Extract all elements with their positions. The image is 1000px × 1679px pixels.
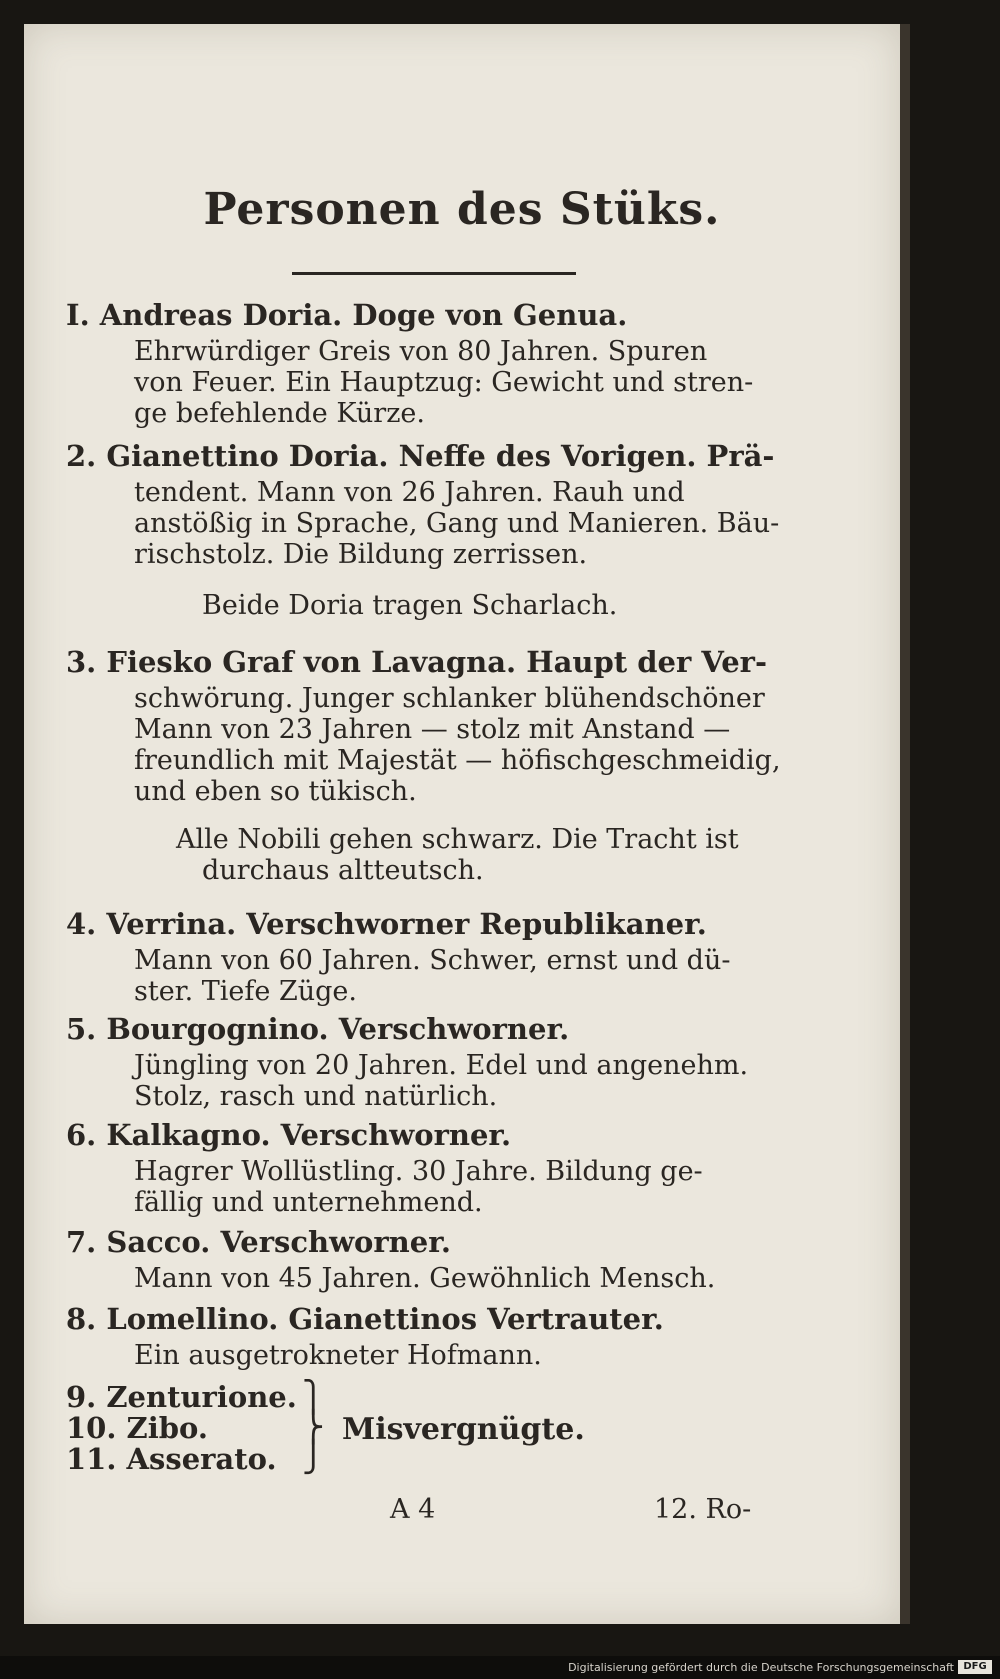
cast-entry-3-heading: 3. Fiesko Graf von Lavagna. Haupt der Ver- [66,645,767,679]
cast-entry-2-line: tendent. Mann von 26 Jahren. Rauh und [134,477,685,508]
cast-entry-5-line: Stolz, rasch und natürlich. [134,1081,498,1112]
group-brace: ⎬ [302,1410,325,1445]
title-rule [292,272,576,275]
group-brace: ⎫ [302,1380,325,1415]
cast-entry-3-line: schwörung. Junger schlanker blühendschöner [134,683,765,714]
costume-note: durchaus altteutsch. [202,855,484,886]
cast-entry-1-line: ge befehlende Kürze. [134,398,425,429]
cast-entry-2-heading: 2. Gianettino Doria. Neffe des Vorigen. Prä- [66,439,775,473]
cast-entry-3-line: und eben so tükisch. [134,776,417,807]
catchword: 12. Ro- [654,1494,752,1525]
cast-entry-5-line: Jüngling von 20 Jahren. Edel und angenehm. [134,1050,749,1081]
page-title: Personen des Stüks. [203,184,721,235]
book-page [24,24,900,1624]
costume-note: Beide Doria tragen Scharlach. [202,590,618,621]
cast-entry-8-heading: 8. Lomellino. Gianettinos Vertrauter. [66,1302,664,1336]
cast-entry-4-heading: 4. Verrina. Verschworner Republikaner. [66,907,707,941]
cast-entry-10: 10. Zibo. [66,1411,208,1445]
cast-entry-3-line: freundlich mit Majestät — höfischgeschmeidig, [134,745,781,776]
cast-entry-11: 11. Asserato. [66,1442,277,1476]
cast-entry-3-line: Mann von 23 Jahren — stolz mit Anstand — [134,714,731,745]
cast-entry-8-line: Ein ausgetrokneter Hofmann. [134,1340,542,1371]
costume-note: Alle Nobili gehen schwarz. Die Tracht ist [176,824,739,855]
cast-entry-7-line: Mann von 45 Jahren. Gewöhnlich Mensch. [134,1263,716,1294]
cast-entry-5-heading: 5. Bourgognino. Verschworner. [66,1012,570,1046]
cast-entry-1-line: von Feuer. Ein Hauptzug: Gewicht und stren- [134,367,754,398]
cast-entry-2-line: rischstolz. Die Bildung zerrissen. [134,539,588,570]
cast-entry-6-line: Hagrer Wollüstling. 30 Jahre. Bildung ge- [134,1156,703,1187]
cast-entry-1-heading: I. Andreas Doria. Doge von Genua. [66,298,628,332]
cast-entry-4-line: Mann von 60 Jahren. Schwer, ernst und dü- [134,945,731,976]
cast-entry-7-heading: 7. Sacco. Verschworner. [66,1225,451,1259]
cast-entry-1-line: Ehrwürdiger Greis von 80 Jahren. Spuren [134,336,708,367]
cast-entry-6-heading: 6. Kalkagno. Verschworner. [66,1118,512,1152]
cast-entry-9: 9. Zenturione. [66,1380,297,1414]
group-label: Misvergnügte. [342,1412,585,1447]
signature-mark: A 4 [390,1494,436,1525]
dfg-logo: DFG [958,1660,992,1674]
cast-entry-4-line: ster. Tiefe Züge. [134,976,357,1007]
page-edge [900,24,910,1624]
funding-credit: Digitalisierung gefördert durch die Deutsche Forschungsgemeinschaft [568,1661,954,1674]
cast-entry-2-line: anstößig in Sprache, Gang und Manieren. Bäu- [134,508,780,539]
cast-entry-6-line: fällig und unternehmend. [134,1187,483,1218]
group-brace: ⎭ [302,1440,325,1475]
